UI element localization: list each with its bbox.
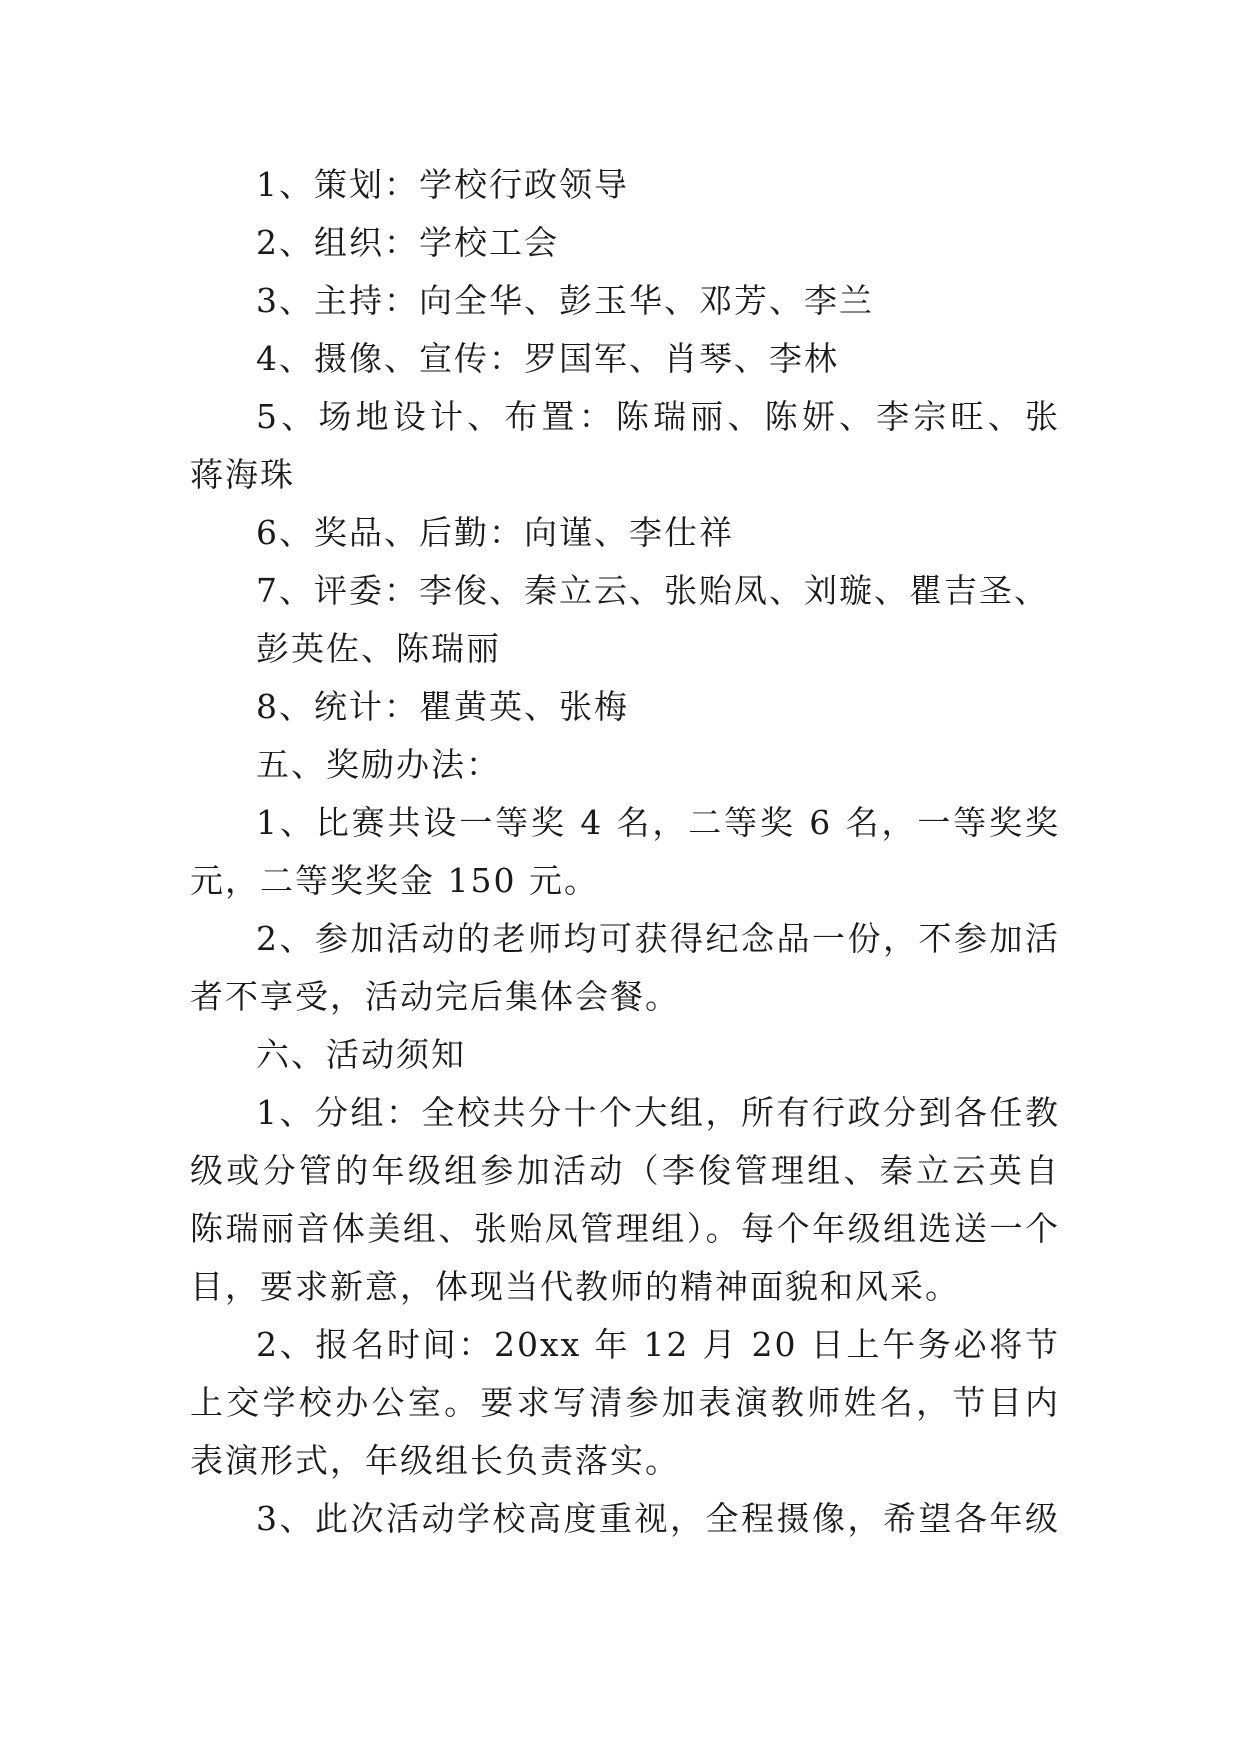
- section-heading-rewards: 五、奖励办法：: [256, 745, 501, 784]
- notice-item-1: 1、分组：全校共分十个大组，所有行政分到各任教: [256, 1093, 1060, 1132]
- section-heading-notice: 六、活动须知: [256, 1035, 466, 1074]
- staff-item-prizes: 6、奖品、后勤：向谨、李仕祥: [256, 513, 734, 552]
- staff-item-hosting: 3、主持：向全华、彭玉华、邓芳、李兰: [256, 281, 874, 320]
- staff-item-venue-cont: 蒋海珠: [190, 455, 295, 494]
- notice-item-2-cont-b: 表演形式，年级组长负责落实。: [190, 1441, 680, 1480]
- staff-item-organizing: 2、组织：学校工会: [256, 223, 559, 262]
- staff-item-planning: 1、策划：学校行政领导: [256, 165, 629, 204]
- notice-item-3: 3、此次活动学校高度重视，全程摄像，希望各年级: [256, 1499, 1060, 1538]
- staff-item-judges-cont: 彭英佐、陈瑞丽: [256, 629, 501, 668]
- notice-item-1-cont-c: 目，要求新意，体现当代教师的精神面貌和风采。: [190, 1267, 960, 1306]
- notice-item-2: 2、报名时间：20xx 年 12 月 20 日上午务必将节: [256, 1325, 1060, 1364]
- staff-item-statistics: 8、统计：瞿黄英、张梅: [256, 687, 629, 726]
- reward-item-1-cont: 元，二等奖奖金 150 元。: [190, 861, 599, 900]
- staff-item-judges: 7、评委：李俊、秦立云、张贻凤、刘璇、瞿吉圣、: [256, 571, 1049, 610]
- notice-item-2-cont-a: 上交学校办公室。要求写清参加表演教师姓名，节目内: [190, 1383, 1060, 1422]
- notice-item-1-cont-a: 级或分管的年级组参加活动（李俊管理组、秦立云英自: [190, 1151, 1060, 1190]
- staff-item-photography: 4、摄像、宣传：罗国军、肖琴、李林: [256, 339, 839, 378]
- notice-item-1-cont-b: 陈瑞丽音体美组、张贻凤管理组）。每个年级组选送一个: [190, 1209, 1060, 1248]
- reward-item-2: 2、参加活动的老师均可获得纪念品一份，不参加活: [256, 919, 1060, 958]
- reward-item-1: 1、比赛共设一等奖 4 名，二等奖 6 名，一等奖奖: [256, 803, 1060, 842]
- reward-item-2-cont: 者不享受，活动完后集体会餐。: [190, 977, 680, 1016]
- staff-item-venue: 5、场地设计、布置：陈瑞丽、陈妍、李宗旺、张: [256, 397, 1060, 436]
